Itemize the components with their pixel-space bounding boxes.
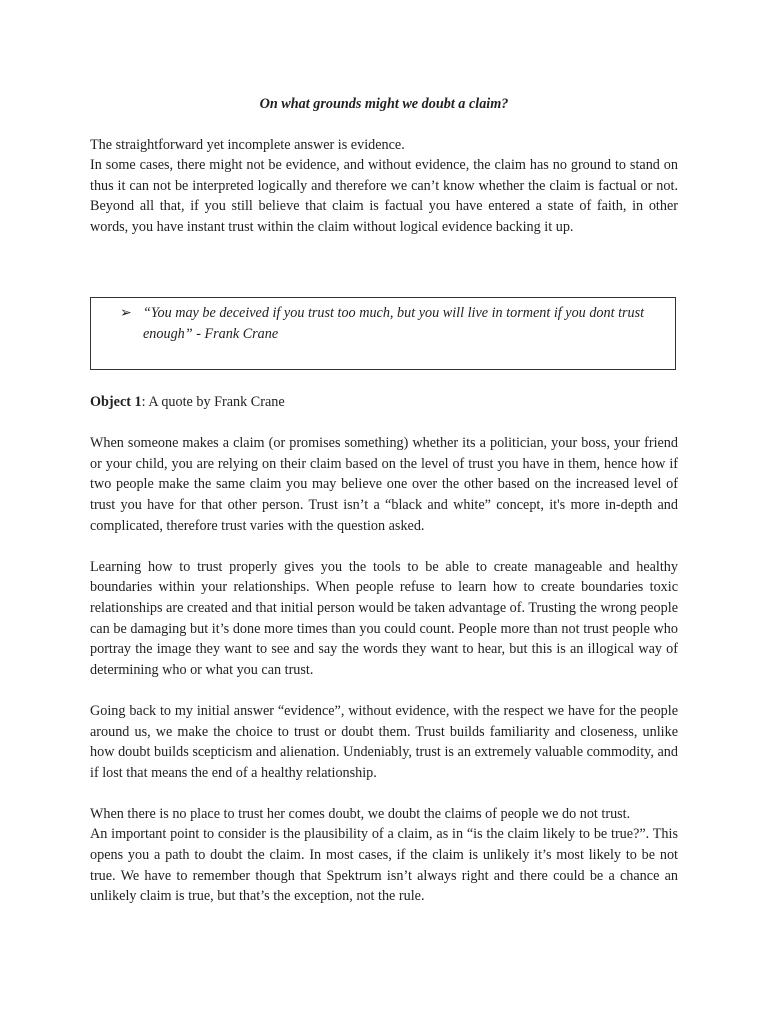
document-title: On what grounds might we doubt a claim?	[259, 96, 509, 112]
closing-line: When there is no place to trust her comes doubt, we doubt the claims of people we do not trust.	[90, 805, 631, 822]
document-top-section	[90, 94, 678, 238]
object-caption-text: : A quote by Frank Crane	[141, 394, 285, 410]
intro-paragraph: In some cases, there might not be evidence, and without evidence, the claim has no ground to stand on thus it can not be interpreted logically and therefore we can’t know whether the claim is factual or not. Beyond all that, if you still believe that claim is factual you have entered a state of faith, in other words, you have instant trust within the claim without logical evidence backing it up.	[90, 157, 678, 235]
object-caption	[90, 392, 678, 413]
spacer	[90, 413, 678, 434]
spacer	[90, 680, 678, 701]
quote-text: “You may be deceived if you trust too much, but you will live in torment if you dont trust enough” - Frank Crane	[143, 305, 645, 342]
body-paragraph-3: Going back to my initial answer “evidence”, without evidence, with the respect we have for the people around us, we make the choice to trust or doubt them. Trust builds familiarity and closeness, unlike how doubt builds scepticism and alienation. Undeniably, trust is an extremely valuable commodity, and if lost that means the end of a healthy relationship.	[90, 702, 678, 781]
intro-line: The straightforward yet incomplete answer is evidence.	[90, 136, 405, 153]
body-paragraph-1: When someone makes a claim (or promises something) whether its a politician, your boss, your friend or your child, you are relying on their claim based on the level of trust you have in them, hence how if two people make the same claim you may believe one over the other based on the increased level of trust you have for that other person. Trust isn’t a “black and white” concept, it's more in-depth and complicated, therefore trust varies with the question asked.	[90, 435, 678, 534]
document-body-section	[90, 392, 678, 907]
spacer	[90, 536, 678, 557]
body-paragraph-2: Learning how to trust properly gives you the tools to be able to create manageable and healthy boundaries within your relationships. When people refuse to learn how to create boundaries toxic relationships are created and that initial person would be taken advantage of. Trusting the wrong people can be damaging but it’s done more times than you could count. People more than not trust people who portray the image they want to see and say the words they want to hear, but this is an illogical way of determining who or what you can trust.	[90, 558, 678, 678]
closing-paragraph: An important point to consider is the plausibility of a claim, as in “is the claim likely to be true?”. This opens you a path to doubt the claim. In most cases, if the claim is unlikely it’s most likely to be not true. We have to remember though that Spektrum isn’t always right and there could be a chance an unlikely claim is true, but that’s the exception, not the rule.	[90, 826, 678, 905]
object-label: Object 1	[90, 394, 142, 410]
spacer	[90, 783, 678, 804]
arrow-bullet-icon: ➢	[120, 305, 132, 321]
quote-box	[90, 297, 676, 370]
